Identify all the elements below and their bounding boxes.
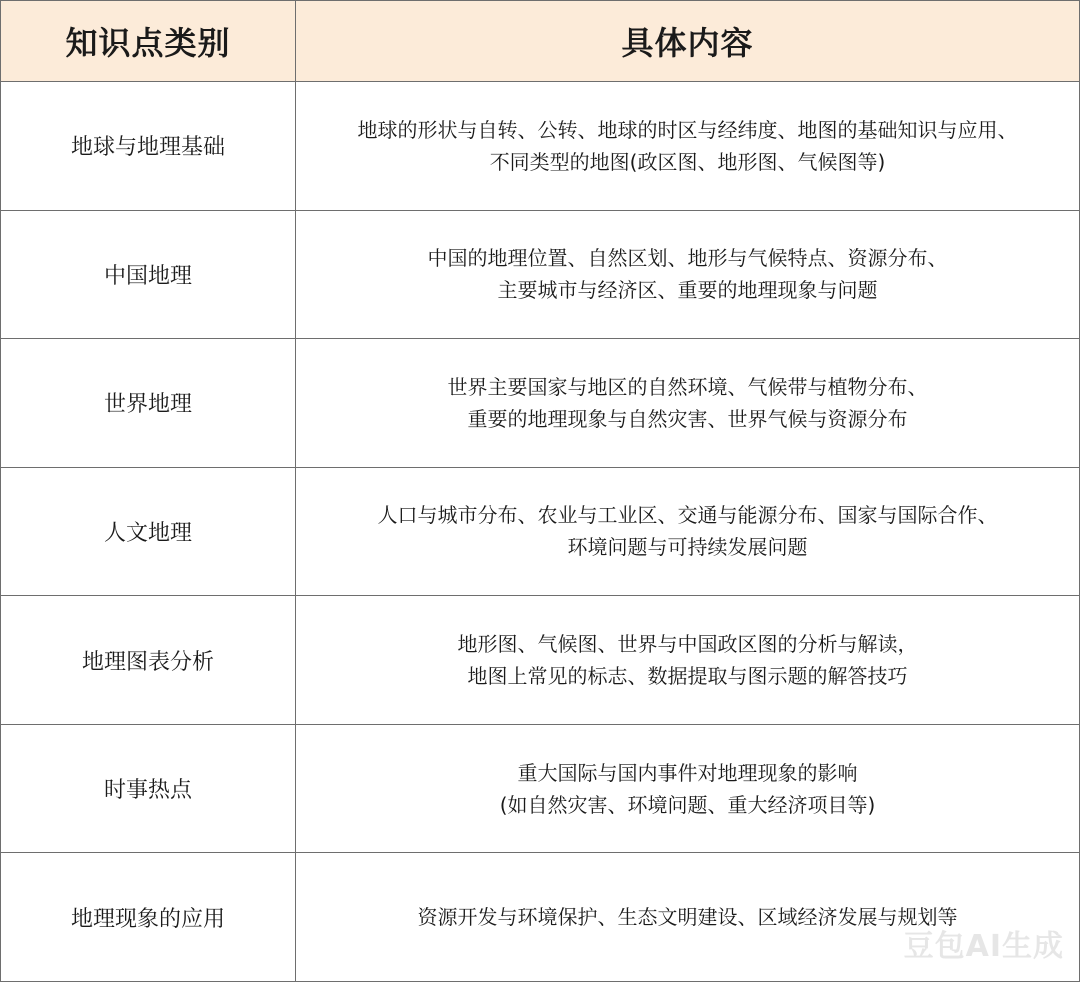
table-row: [1, 82, 1080, 211]
table-row: [1, 210, 1080, 339]
table-row: [1, 596, 1080, 725]
table-row: [1, 724, 1080, 853]
content-line: 不同类型的地图(政区图、地形图、气候图等): [489, 149, 886, 174]
header-row: [1, 1, 1080, 82]
content-line: 重要的地理现象与自然灾害、世界气候与资源分布: [467, 406, 908, 431]
table-row: [1, 467, 1080, 596]
content-cell: [296, 82, 1080, 211]
header-content: 具体内容: [296, 1, 1080, 82]
content-cell: [296, 596, 1080, 725]
category-cell: 世界地理: [1, 339, 296, 468]
content-line: 地形图、气候图、世界与中国政区图的分析与解读，: [457, 632, 918, 657]
content-cell: [296, 467, 1080, 596]
category-cell: 人文地理: [1, 467, 296, 596]
category-cell: 地理图表分析: [1, 596, 296, 725]
content-line: 地球的形状与自转、公转、地球的时区与经纬度、地图的基础知识与应用、: [357, 117, 1018, 142]
category-cell: 时事热点: [1, 724, 296, 853]
content-line: 重大国际与国内事件对地理现象的影响: [517, 760, 858, 785]
content-line: 地图上常见的标志、数据提取与图示题的解答技巧: [467, 664, 908, 689]
watermark: 豆包AI生成: [903, 929, 1064, 964]
content-line: 中国的地理位置、自然区划、地形与气候特点、资源分布、: [427, 246, 948, 271]
content-line: 人口与城市分布、农业与工业区、交通与能源分布、国家与国际合作、: [377, 503, 998, 528]
content-line: 资源开发与环境保护、生态文明建设、区域经济发展与规划等: [417, 905, 958, 930]
content-line: (如自然灾害、环境问题、重大经济项目等): [499, 792, 876, 817]
category-cell: 中国地理: [1, 210, 296, 339]
content-line: 主要城市与经济区、重要的地理现象与问题: [497, 278, 878, 303]
table-row: [1, 339, 1080, 468]
content-line: 环境问题与可持续发展问题: [567, 535, 808, 560]
content-cell: [296, 210, 1080, 339]
category-cell: 地球与地理基础: [1, 82, 296, 211]
category-cell: 地理现象的应用: [1, 853, 296, 982]
header-category: 知识点类别: [1, 1, 296, 82]
content-cell: [296, 339, 1080, 468]
content-cell: [296, 724, 1080, 853]
content-line: 世界主要国家与地区的自然环境、气候带与植物分布、: [447, 374, 928, 399]
